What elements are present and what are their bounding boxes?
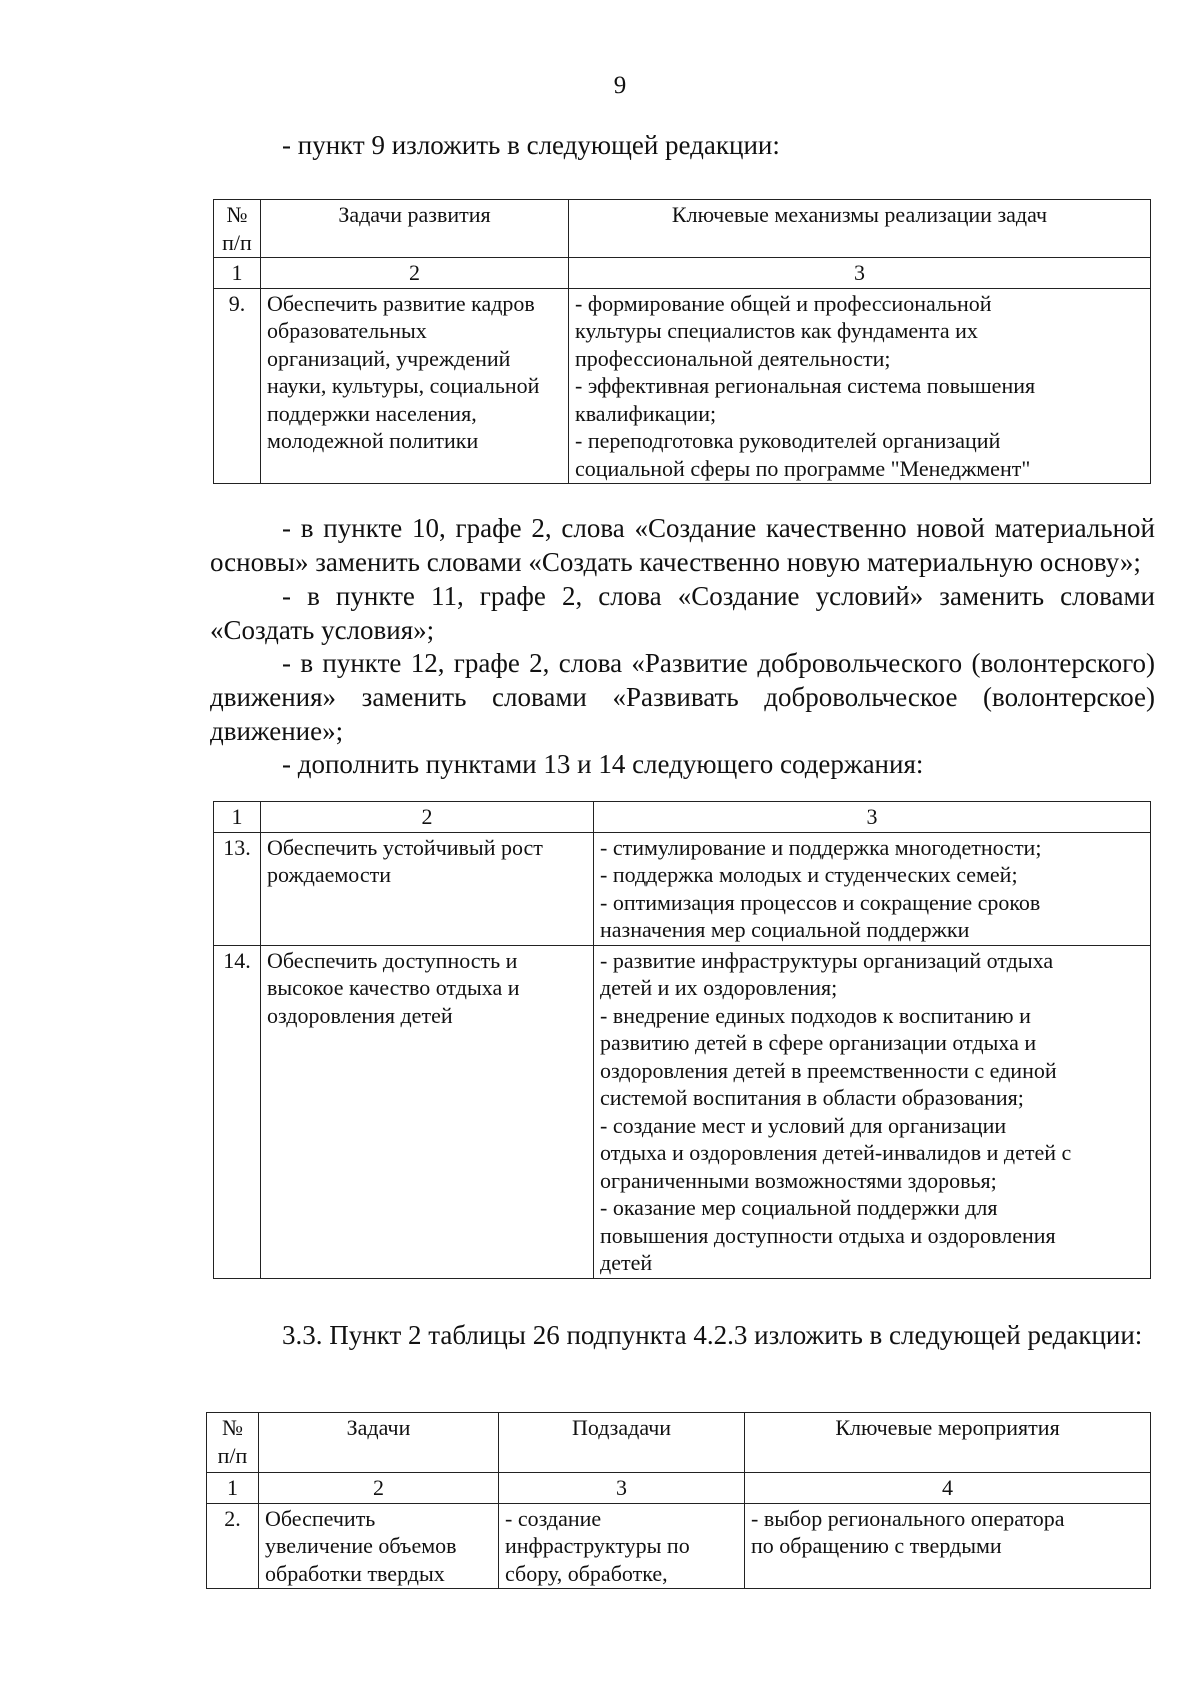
table-row <box>214 945 1151 1278</box>
numbering-cell: 3 <box>569 258 1151 289</box>
activities-cell <box>745 1503 1151 1589</box>
text-line: Обеспечить развитие кадров <box>267 290 535 316</box>
intro-item9: - пункт 9 изложить в следующей редакции: <box>282 130 780 160</box>
text-line: поддержки населения, <box>267 400 477 426</box>
text-line: Обеспечить доступность и <box>267 947 518 973</box>
text-line: - развитие инфраструктуры организаций отдыха <box>600 947 1054 973</box>
text-line: Обеспечить устойчивый рост <box>267 834 543 860</box>
text-line: высокое качество отдыха и <box>267 975 520 1000</box>
text-line: - внедрение единых подходов к воспитанию и <box>600 1002 1031 1028</box>
table-numbering-row <box>207 1473 1151 1504</box>
header-cell-tasks: Задачи <box>259 1413 499 1473</box>
header-cell-activities: Ключевые мероприятия <box>745 1413 1151 1473</box>
text-line: - поддержка молодых и студенческих семей; <box>600 862 1018 887</box>
text-line: инфраструктуры по <box>505 1533 690 1558</box>
text-line: культуры специалистов как фундамента их <box>575 318 978 343</box>
subtask-cell <box>499 1503 745 1589</box>
text-line: ограниченными возможностями здоровья; <box>600 1167 997 1193</box>
amendment-add-items: - дополнить пунктами 13 и 14 следующего содержания: <box>282 749 924 779</box>
row-number: 13. <box>214 832 261 945</box>
mechanisms-cell <box>594 945 1151 1278</box>
numbering-cell: 1 <box>214 802 261 833</box>
numbering-cell: 3 <box>499 1473 745 1504</box>
row-number: 2. <box>207 1503 259 1589</box>
text-line: детей <box>600 1250 653 1275</box>
section-3-3: 3.3. Пункт 2 таблицы 26 подпункта 4.2.3 изложить в следующей редакции: <box>282 1320 1143 1350</box>
text-line: - формирование общей и профессиональной <box>575 290 992 316</box>
text-line: организаций, учреждений <box>267 345 511 371</box>
text-line: - создание <box>505 1505 602 1531</box>
numbering-cell: 4 <box>745 1473 1151 1504</box>
header-cell-subtasks: Подзадачи <box>499 1413 745 1473</box>
text-line: Обеспечить <box>265 1505 376 1531</box>
header-cell-tasks: Задачи развития <box>261 200 569 258</box>
text-line: отдыха и оздоровления детей-инвалидов и детей с <box>600 1140 1072 1165</box>
amendment-item12: - в пункте 12, графе 2, слова «Развитие добровольческого (волонтерского) движения» заменить словами «Развивать добровольческое (волонтерское) движение»; <box>210 648 1155 746</box>
numbering-cell: 1 <box>214 258 261 289</box>
mechanisms-cell <box>594 832 1151 945</box>
text-line: обработки твердых <box>265 1560 445 1586</box>
text-line: системой воспитания в области образования; <box>600 1085 1024 1110</box>
table-items13-14 <box>213 801 1151 1279</box>
task-cell <box>259 1503 499 1589</box>
text-line: - стимулирование и поддержка многодетности; <box>600 834 1042 860</box>
text-line: профессиональной деятельности; <box>575 345 891 371</box>
text-line: по обращению с твердыми <box>751 1533 1002 1558</box>
amendment-item11: - в пункте 11, графе 2, слова «Создание условий» заменить словами «Создать условия»; <box>210 581 1155 645</box>
header-cell-mechanisms: Ключевые механизмы реализации задач <box>569 200 1151 258</box>
numbering-cell: 1 <box>207 1473 259 1504</box>
text-line: повышения доступности отдыха и оздоровления <box>600 1222 1056 1248</box>
table-numbering-row <box>214 802 1151 833</box>
text-line: оздоровления детей <box>267 1002 453 1028</box>
task-cell <box>261 945 594 1278</box>
text-line: - переподготовка руководителей организаций <box>575 428 1001 453</box>
text-line: сбору, обработке, <box>505 1560 668 1586</box>
text-line: рождаемости <box>267 862 391 887</box>
text-line: детей и их оздоровления; <box>600 975 838 1000</box>
table-header-row <box>207 1413 1151 1473</box>
text-line: развитию детей в сфере организации отдыха и <box>600 1030 1037 1055</box>
text-line: молодежной политики <box>267 428 479 453</box>
header-cell-number: № п/п <box>214 200 261 258</box>
task-cell <box>261 288 569 484</box>
table-26 <box>206 1412 1151 1589</box>
header-cell-number: № п/п <box>207 1413 259 1473</box>
table-row <box>214 288 1151 484</box>
numbering-cell: 2 <box>261 802 594 833</box>
table-row <box>214 832 1151 945</box>
numbering-cell: 2 <box>261 258 569 289</box>
amendment-item10: - в пункте 10, графе 2, слова «Создание качественно новой материальной основы» заменить словами «Создать качественно новую материальную основу»; <box>210 513 1155 577</box>
text-line: квалификации; <box>575 400 717 426</box>
numbering-cell: 2 <box>259 1473 499 1504</box>
text-line: образовательных <box>267 318 427 343</box>
numbering-cell: 3 <box>594 802 1151 833</box>
page-number: 9 <box>613 72 627 99</box>
task-cell <box>261 832 594 945</box>
row-number: 9. <box>214 288 261 484</box>
table-item9 <box>213 199 1151 484</box>
text-line: увеличение объемов <box>265 1533 457 1558</box>
text-line: науки, культуры, социальной <box>267 373 540 398</box>
text-line: - создание мест и условий для организации <box>600 1112 1007 1138</box>
text-line: - выбор регионального оператора <box>751 1505 1065 1531</box>
table-numbering-row <box>214 258 1151 289</box>
row-number: 14. <box>214 945 261 1278</box>
text-line: оздоровления детей в преемственности с единой <box>600 1057 1057 1083</box>
mechanisms-cell <box>569 288 1151 484</box>
text-line: - оптимизация процессов и сокращение сроков <box>600 889 1041 915</box>
text-line: социальной сферы по программе "Менеджмент" <box>575 455 1031 481</box>
text-line: - эффективная региональная система повышения <box>575 373 1036 398</box>
table-row <box>207 1503 1151 1589</box>
text-line: - оказание мер социальной поддержки для <box>600 1195 998 1220</box>
table-header-row <box>214 200 1151 258</box>
text-line: назначения мер социальной поддержки <box>600 917 970 942</box>
